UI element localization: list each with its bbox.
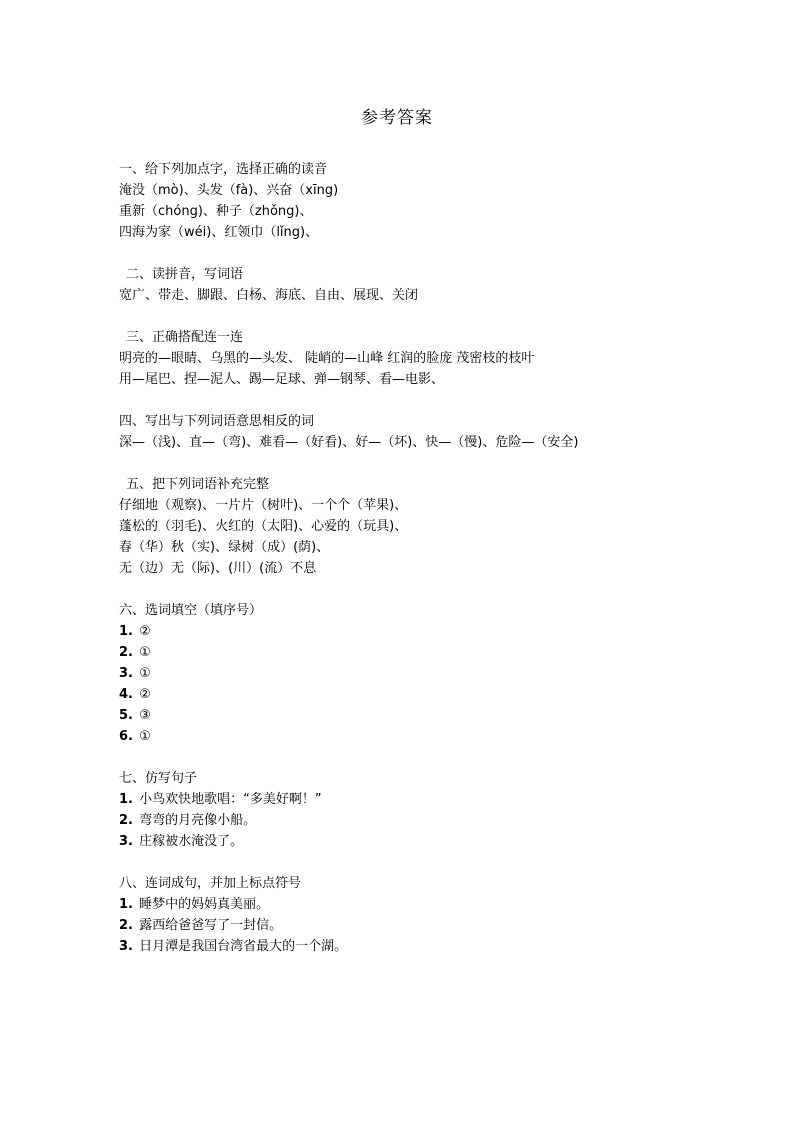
item-number: 2. [119, 813, 133, 828]
section-8 [119, 873, 759, 957]
list-item [119, 810, 759, 831]
section-6 [119, 600, 759, 747]
answer-line: 重新（chóng)、种子（zhǒng)、 [119, 204, 313, 219]
section-heading: 五、把下列词语补充完整 [126, 477, 270, 492]
item-text: ① [139, 645, 151, 660]
item-number: 3. [119, 666, 133, 681]
item-text: 睡梦中的妈妈真美丽。 [139, 897, 270, 912]
answer-line: 淹没（mò)、头发（fà)、兴奋（xīng) [119, 183, 339, 198]
answer-line: 春（华）秋（实)、绿树（成）(荫)、 [119, 540, 330, 555]
answer-line: 深—（浅)、直—（弯)、难看—（好看)、好—（坏)、快—（慢)、危险—（安全) [119, 435, 579, 450]
item-text: 小鸟欢快地歌唱：“多美好啊！” [139, 792, 322, 807]
list-item [119, 915, 759, 936]
item-number: 1. [119, 792, 133, 807]
section-heading: 八、连词成句，并加上标点符号 [119, 876, 302, 891]
section-heading: 七、仿写句子 [119, 771, 198, 786]
section-heading: 二、读拼音，写词语 [126, 267, 244, 282]
item-number: 4. [119, 687, 133, 702]
answer-line: 宽广、带走、脚跟、白杨、海底、自由、展现、关闭 [119, 288, 419, 303]
section-4 [119, 411, 759, 453]
page-title: 参考答案 [361, 108, 433, 128]
item-text: 弯弯的月亮像小船。 [139, 813, 257, 828]
item-text: ② [139, 624, 151, 639]
answer-line: 蓬松的（羽毛)、火红的（太阳)、心爱的（玩具)、 [119, 519, 408, 534]
answer-line: 明亮的—眼睛、乌黑的—头发、 陡峭的—山峰 红润的脸庞 茂密枝的枝叶 [119, 351, 535, 366]
list-item [119, 789, 759, 810]
section-heading: 六、选词填空（填序号） [119, 603, 263, 618]
section-2 [119, 264, 759, 306]
answer-content [119, 159, 759, 978]
list-item [119, 684, 759, 705]
item-number: 1. [119, 624, 133, 639]
item-text: 庄稼被水淹没了。 [139, 834, 244, 849]
list-item [119, 936, 759, 957]
list-item [119, 621, 759, 642]
list-item [119, 642, 759, 663]
item-number: 3. [119, 834, 133, 849]
section-heading: 四、写出与下列词语意思相反的词 [119, 414, 315, 429]
list-item [119, 894, 759, 915]
item-number: 5. [119, 708, 133, 723]
item-number: 2. [119, 645, 133, 660]
answer-line: 用—尾巴、捏—泥人、踢—足球、弹—钢琴、看—电影、 [119, 372, 445, 387]
item-text: 露西给爸爸写了一封信。 [139, 918, 283, 933]
section-7 [119, 768, 759, 852]
list-item [119, 705, 759, 726]
item-number: 1. [119, 897, 133, 912]
item-text: ③ [139, 708, 151, 723]
section-1 [119, 159, 759, 243]
answer-line: 仔细地（观察)、一片片（树叶)、一个个（苹果)、 [119, 498, 408, 513]
list-item [119, 726, 759, 747]
item-text: ① [139, 729, 151, 744]
item-text: 日月潭是我国台湾省最大的一个湖。 [139, 939, 348, 954]
item-number: 3. [119, 939, 133, 954]
item-text: ② [139, 687, 151, 702]
section-5 [119, 474, 759, 579]
item-number: 6. [119, 729, 133, 744]
item-number: 2. [119, 918, 133, 933]
list-item [119, 663, 759, 684]
item-text: ① [139, 666, 151, 681]
section-3 [119, 327, 759, 390]
answer-line: 无（边）无（际)、(川）(流）不息 [119, 561, 317, 576]
list-item [119, 831, 759, 852]
section-heading: 一、给下列加点字，选择正确的读音 [119, 162, 328, 177]
section-heading: 三、正确搭配连一连 [126, 330, 244, 345]
answer-line: 四海为家（wéi)、红领巾（lǐng)、 [119, 225, 319, 240]
